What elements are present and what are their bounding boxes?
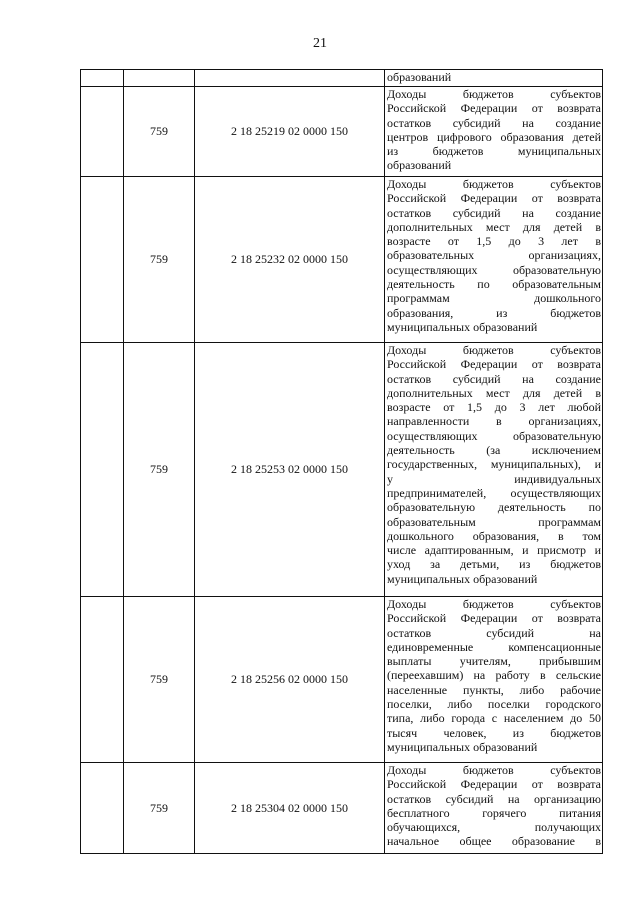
revenue-description-cell — [385, 597, 603, 763]
table-row — [81, 70, 603, 87]
description-line: образования, из бюджетов — [387, 305, 601, 320]
description-line: государственных, муниципальных), и — [387, 457, 601, 472]
description-line: бесплатного горячего питания — [387, 805, 601, 820]
description-line: муниципальных образований — [387, 739, 538, 754]
kbk-code-cell: 2 18 25256 02 0000 150 — [195, 597, 385, 763]
row-index-cell — [81, 597, 124, 763]
description-line: деятельность по образовательным — [387, 277, 601, 292]
description-line: числе адаптированным, и присмотр и — [387, 543, 601, 558]
description-line: (переехавшим) на работу в сельские — [387, 668, 601, 683]
description-line: возрасте от 1,5 до 3 лет в — [387, 234, 601, 249]
description-line: типа, либо города с населением до 50 — [387, 711, 601, 726]
description-line: Российской Федерации от возврата — [387, 191, 601, 206]
kbk-code-cell — [195, 70, 385, 87]
description-line: направленности в организациях, — [387, 414, 601, 429]
description-line: тысяч человек, из бюджетов — [387, 725, 601, 740]
table-row — [81, 87, 603, 177]
description-line: Доходы бюджетов субъектов — [387, 343, 601, 357]
description-line: центров цифрового образования детей — [387, 129, 601, 144]
description-line: выплаты учителям, прибывшим — [387, 654, 601, 669]
description-line: образовательную деятельность по — [387, 500, 601, 515]
description-line: остатков субсидий на создание — [387, 205, 601, 220]
description-line: у индивидуальных — [387, 471, 601, 486]
description-line: дополнительных мест для детей в — [387, 219, 601, 234]
budget-revenue-table — [80, 69, 603, 854]
kbk-code-cell: 2 18 25253 02 0000 150 — [195, 343, 385, 597]
admin-code-cell: 759 — [124, 177, 195, 343]
description-line: населенные пункты, либо рабочие — [387, 682, 601, 697]
description-line: остатков субсидий на создание — [387, 371, 601, 386]
row-index-cell — [81, 87, 124, 177]
description-line: дополнительных мест для детей в — [387, 385, 601, 400]
description-line: муниципальных образований — [387, 571, 538, 586]
admin-code-cell — [124, 70, 195, 87]
row-index-cell — [81, 177, 124, 343]
description-line: образований — [387, 70, 452, 84]
table-row — [81, 597, 603, 763]
description-line: Доходы бюджетов субъектов — [387, 763, 601, 777]
table-row — [81, 343, 603, 597]
description-line: образовательным программам — [387, 514, 601, 529]
table-row — [81, 763, 603, 854]
description-line: осуществляющих образовательную — [387, 262, 601, 277]
description-line: Российской Федерации от возврата — [387, 101, 601, 116]
description-line: поселки, либо поселки городского — [387, 697, 601, 712]
kbk-code-cell: 2 18 25219 02 0000 150 — [195, 87, 385, 177]
description-line: остатков субсидий на — [387, 625, 601, 640]
row-index-cell — [81, 763, 124, 854]
description-line: Российской Федерации от возврата — [387, 777, 601, 792]
kbk-code-cell: 2 18 25304 02 0000 150 — [195, 763, 385, 854]
description-line: Доходы бюджетов субъектов — [387, 177, 601, 191]
description-line: Российской Федерации от возврата — [387, 357, 601, 372]
admin-code-cell: 759 — [124, 597, 195, 763]
admin-code-cell: 759 — [124, 343, 195, 597]
row-index-cell — [81, 70, 124, 87]
description-line: остатков субсидий на создание — [387, 115, 601, 130]
revenue-description-cell — [385, 87, 603, 177]
description-line: деятельность (за исключением — [387, 443, 601, 458]
description-line: образований — [387, 158, 452, 173]
description-line: из бюджетов муниципальных — [387, 144, 601, 159]
admin-code-cell: 759 — [124, 87, 195, 177]
row-index-cell — [81, 343, 124, 597]
description-line: возрасте от 1,5 до 3 лет любой — [387, 400, 601, 415]
admin-code-cell: 759 — [124, 763, 195, 854]
revenue-description-cell — [385, 343, 603, 597]
description-line: Доходы бюджетов субъектов — [387, 597, 601, 611]
description-line: программам дошкольного — [387, 291, 601, 306]
description-line: остатков субсидий на организацию — [387, 791, 601, 806]
description-line: единовременные компенсационные — [387, 639, 601, 654]
description-line: Российской Федерации от возврата — [387, 611, 601, 626]
revenue-description-cell — [385, 177, 603, 343]
revenue-description-cell — [385, 70, 603, 87]
description-line: уход за детьми, из бюджетов — [387, 557, 601, 572]
description-line: обучающихся, получающих — [387, 820, 601, 835]
page-number: 21 — [313, 36, 327, 51]
description-line: дошкольного образования, в том — [387, 528, 601, 543]
description-line: образовательных организациях, — [387, 248, 601, 263]
revenue-description-cell — [385, 763, 603, 854]
kbk-code-cell: 2 18 25232 02 0000 150 — [195, 177, 385, 343]
description-line: начальное общее образование в — [387, 834, 601, 849]
description-line: муниципальных образований — [387, 319, 538, 334]
description-line: предпринимателей, осуществляющих — [387, 485, 601, 500]
description-line: Доходы бюджетов субъектов — [387, 87, 601, 101]
description-line: осуществляющих образовательную — [387, 428, 601, 443]
table-row — [81, 177, 603, 343]
